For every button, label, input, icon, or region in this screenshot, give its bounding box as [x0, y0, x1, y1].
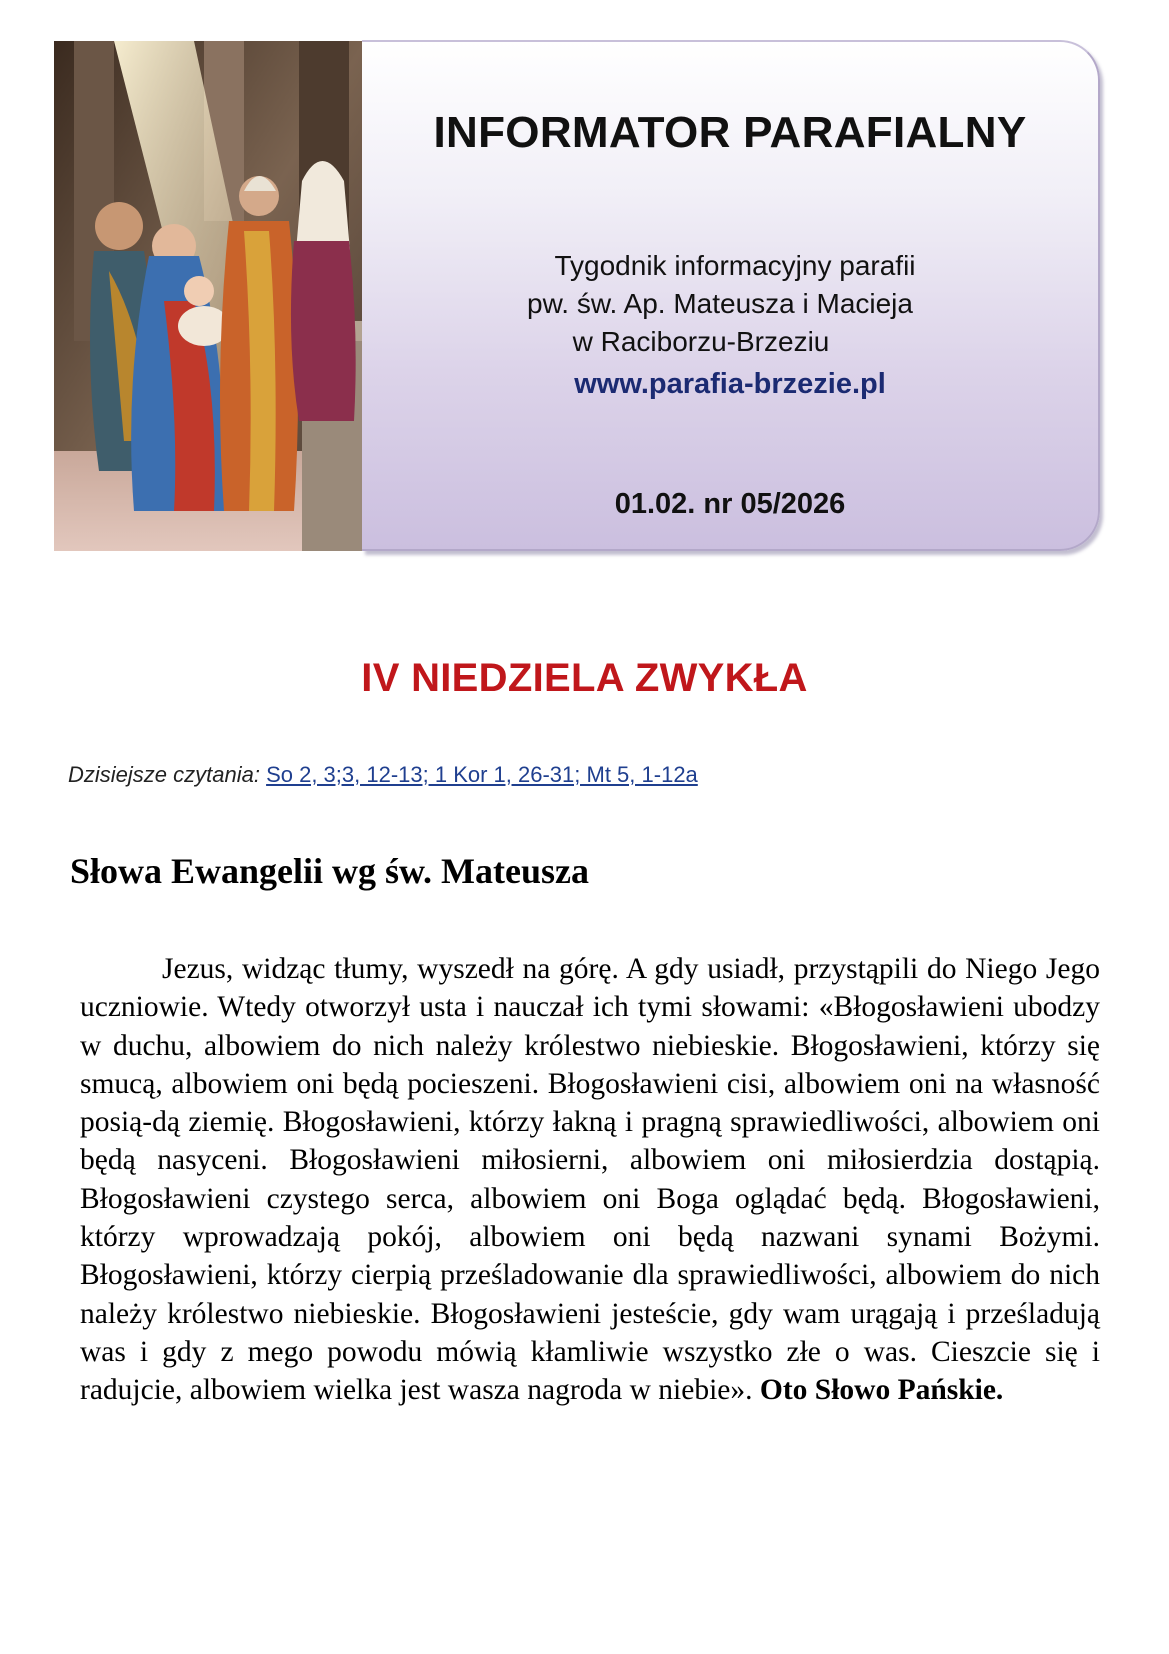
sunday-title: IV NIEDZIELA ZWYKŁA [361, 656, 808, 700]
subtitle-line-2: pw. św. Ap. Mateusza i Macieja [527, 288, 913, 319]
readings-label: Dzisiejsze czytania: [68, 762, 260, 787]
gospel-closing: Oto Słowo Pańskie. [759, 1374, 1004, 1407]
readings-link[interactable]: So 2, 3;3, 12-13; 1 Kor 1, 26-31; Mt 5, 1-12a [266, 762, 698, 787]
header-info-box [362, 40, 1100, 551]
subtitle-line-1: Tygodnik informacyjny parafii [554, 250, 916, 281]
bulletin-title: INFORMATOR PARAFIALNY [433, 108, 1027, 157]
issue-number: 01.02. nr 05/2026 [614, 488, 846, 520]
gospel-text [80, 950, 1100, 1410]
gospel-heading: Słowa Ewangelii wg św. Mateusza [70, 851, 590, 891]
bulletin-subtitle [362, 247, 1098, 403]
gospel-body: Jezus, widząc tłumy, wyszedł na górę. A gdy usiadł, przystąpili do Niego Jego uczniowie. Wtedy otworzył usta i nauczał ich tymi słowami: «Błogosławieni ubodzy w duchu, albowiem do nich należy królestwo niebieskie. Błogosławieni, którzy się smucą, albowiem oni będą pocieszeni. Błogosławieni cisi, albowiem oni na własność posią-dą ziemię. Błogosławieni, którzy łakną i pragną sprawiedliwości, albowiem oni będą nasyceni. Błogosławieni miłosierni, albowiem oni miłosierdzia dostąpią. Błogosławieni czystego serca, albowiem oni Boga oglądać będą. Błogosławieni, którzy wprowadzają pokój, albowiem oni będą nazwani synami Bożymi. Błogosławieni, którzy cierpią prześladowanie dla sprawiedliwości, albowiem do nich należy królestwo niebieskie. Błogosławieni jesteście, gdy wam urągają i prześladują was i gdy z mego powodu mówią kłamliwie wszystko złe o was. Cieszcie się i radujcie, albowiem wielka jest wasza nagroda w niebie». [80, 953, 1100, 1407]
readings-line [68, 762, 698, 788]
website-link[interactable]: www.parafia-brzezie.pl [574, 368, 886, 400]
subtitle-line-3: w Raciborzu-Brzeziu [572, 326, 830, 357]
presentation-illustration-drawing [54, 41, 366, 551]
presentation-illustration [54, 41, 366, 551]
